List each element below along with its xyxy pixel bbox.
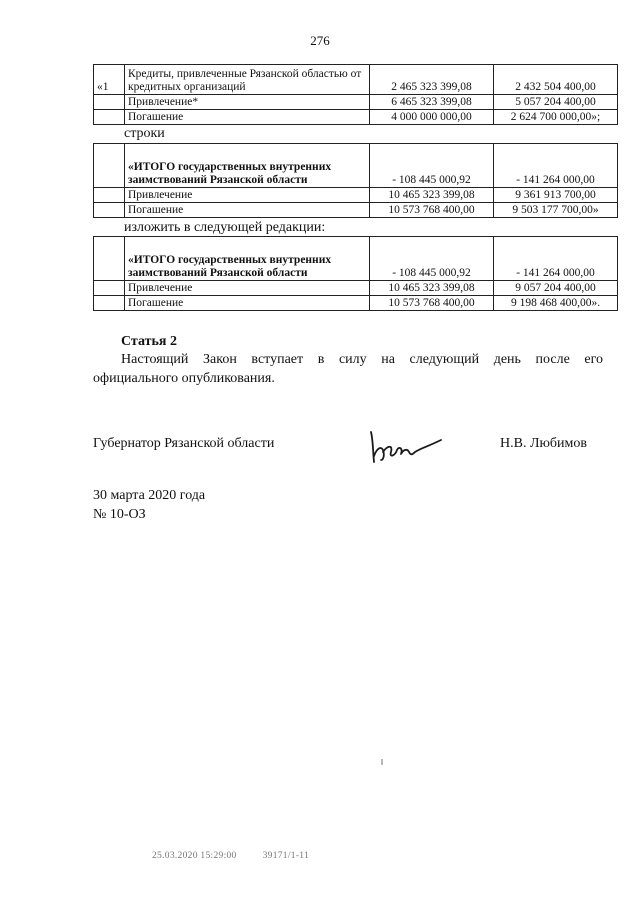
footer [152,851,309,861]
footer-code: 39171/1-11 [262,851,310,861]
table-row [94,144,618,188]
value-2022: 9 503 177 700,00» [494,203,618,218]
value-2021: - 108 445 000,92 [370,144,494,188]
value-2022: 2 432 504 400,00 [494,65,618,95]
row-name: Погашение [125,296,370,311]
table-row [94,237,618,281]
row-number [94,188,125,203]
law-number: № 10-ОЗ [93,507,146,522]
table-row [94,188,618,203]
row-name: «ИТОГО государственных внутренних заимствований Рязанской области [125,144,370,188]
article-text-line-2: официального опубликования. [93,371,275,386]
row-number [94,144,125,188]
value-2022: 9 198 468 400,00». [494,296,618,311]
article-text [93,350,603,388]
row-number [94,296,125,311]
row-name: Погашение [125,203,370,218]
law-date: 30 марта 2020 года [93,488,206,503]
row-name: Привлечение [125,188,370,203]
row-number: «1 [94,65,125,95]
value-2021: 2 465 323 399,08 [370,65,494,95]
between-text-new-edition: изложить в следующей редакции: [124,220,326,235]
loans-table [93,64,618,125]
governor-name: Н.В. Любимов [500,436,587,451]
value-2022: 5 057 204 400,00 [494,95,618,110]
row-number [94,110,125,125]
article-text-line-1: Настоящий Закон вступает в силу на следующий день после его [121,352,603,367]
handwritten-signature [367,426,447,466]
value-2021: - 108 445 000,92 [370,237,494,281]
totals-table-old [93,143,618,218]
row-name: Привлечение* [125,95,370,110]
value-2022: 9 057 204 400,00 [494,281,618,296]
table-row [94,281,618,296]
row-number [94,203,125,218]
value-2021: 6 465 323 399,08 [370,95,494,110]
law-date-number [93,486,205,524]
scan-mark [381,759,383,765]
governor-title: Губернатор Рязанской области [93,436,275,451]
row-name: «ИТОГО государственных внутренних заимствований Рязанской области [125,237,370,281]
table-row [94,203,618,218]
table-row [94,296,618,311]
value-2022: 9 361 913 700,00 [494,188,618,203]
totals-table-new [93,236,618,311]
row-name: Погашение [125,110,370,125]
footer-timestamp: 25.03.2020 15:29:00 [152,851,237,861]
table-row [94,110,618,125]
value-2022: - 141 264 000,00 [494,144,618,188]
row-number [94,95,125,110]
value-2021: 10 465 323 399,08 [370,281,494,296]
page-number: 276 [310,33,330,48]
value-2022: - 141 264 000,00 [494,237,618,281]
value-2022: 2 624 700 000,00»; [494,110,618,125]
value-2021: 10 465 323 399,08 [370,188,494,203]
row-number [94,281,125,296]
between-text-lines: строки [124,126,165,141]
value-2021: 10 573 768 400,00 [370,203,494,218]
table-row [94,65,618,95]
row-number [94,237,125,281]
row-name: Привлечение [125,281,370,296]
table-row [94,95,618,110]
article-title: Статья 2 [121,334,177,349]
row-name: Кредиты, привлеченные Рязанской областью от кредитных организаций [125,65,370,95]
value-2021: 10 573 768 400,00 [370,296,494,311]
value-2021: 4 000 000 000,00 [370,110,494,125]
